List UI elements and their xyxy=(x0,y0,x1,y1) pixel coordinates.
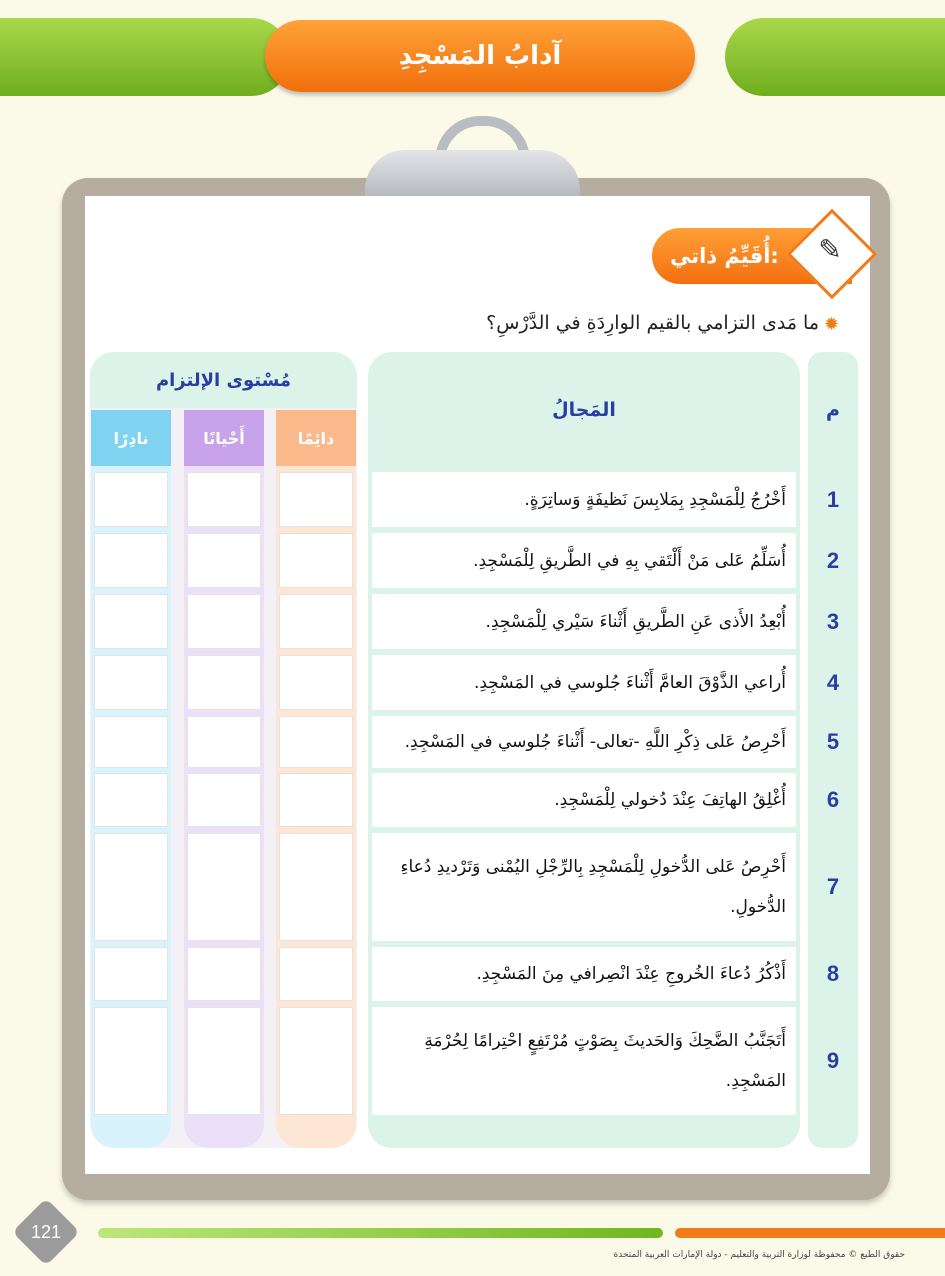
table-row xyxy=(372,947,796,1001)
page-title: آدابُ المَسْجِدِ xyxy=(265,20,695,92)
rating-cell-sometimes[interactable] xyxy=(187,655,261,710)
row-number: 6 xyxy=(826,787,840,812)
rating-cell-rarely[interactable] xyxy=(94,655,168,710)
rating-cell-rarely[interactable] xyxy=(94,716,168,768)
table-row xyxy=(372,716,796,768)
row-text: أَخْرُجُ لِلْمَسْجِدِ بِمَلابِسَ نَظيفَةٍ وَساتِرَةٍ. xyxy=(524,489,786,510)
rating-cell-always[interactable] xyxy=(279,716,353,768)
number-header: م xyxy=(826,398,840,421)
rating-cell-rarely[interactable] xyxy=(94,594,168,649)
page-number: 121 xyxy=(30,1221,62,1242)
row-number: 5 xyxy=(826,729,840,754)
rating-cell-always[interactable] xyxy=(279,655,353,710)
rating-cell-always[interactable] xyxy=(279,1007,353,1115)
rating-cell-sometimes[interactable] xyxy=(187,472,261,527)
row-text: أُسَلِّمُ عَلى مَنْ أَلْتَقي بِهِ في الطَّريقِ لِلْمَسْجِدِ. xyxy=(473,550,786,571)
header-banner-left xyxy=(0,18,290,96)
row-number: 1 xyxy=(826,486,840,512)
rating-cell-rarely[interactable] xyxy=(94,1007,168,1115)
commitment-level-header: مُسْتوى الإلتزام xyxy=(90,352,357,408)
footer-bar-orange xyxy=(675,1228,945,1238)
table-row xyxy=(372,472,796,527)
rating-cell-sometimes[interactable] xyxy=(187,773,261,827)
question-text: ما مَدى التزامي بالقيم الوارِدَةِ في الدَّرْسِ؟ xyxy=(486,312,819,334)
rating-cell-always[interactable] xyxy=(279,533,353,588)
level-header-1: دائِمًا xyxy=(276,410,356,466)
rating-cell-always[interactable] xyxy=(279,833,353,941)
row-text: أُبْعِدُ الأَذى عَنِ الطَّريقِ أَثْناءَ سَيْري لِلْمَسْجِدِ. xyxy=(485,611,786,632)
table-row xyxy=(372,655,796,710)
row-text: أَحْرِصُ عَلى ذِكْرِ اللَّهِ -تعالى- أَثْناءَ جُلوسي في المَسْجِدِ. xyxy=(404,732,786,752)
rating-cell-sometimes[interactable] xyxy=(187,533,261,588)
table-row xyxy=(372,594,796,649)
rating-cell-sometimes[interactable] xyxy=(187,716,261,768)
self-eval-label: أُقَيِّمُ ذاتي: xyxy=(652,228,852,284)
rating-cell-always[interactable] xyxy=(279,773,353,827)
table-row xyxy=(372,1007,796,1115)
row-text: أَتَجَنَّبُ الضَّحِكَ وَالحَديثَ بِصَوْتٍ مُرْتَفِعٍ احْتِرامًا لِحُرْمَةِ المَسْجِدِ. xyxy=(424,1031,786,1091)
row-text: أَحْرِصُ عَلى الدُّخولِ لِلْمَسْجِدِ بِالرِّجْلِ اليُمْنى وَتَرْديدِ دُعاءِ الدُّخولِ. xyxy=(400,857,786,917)
pen-writing-icon: ✎ xyxy=(818,233,842,266)
rating-cell-sometimes[interactable] xyxy=(187,1007,261,1115)
rating-cell-always[interactable] xyxy=(279,594,353,649)
row-number: 9 xyxy=(826,1048,840,1073)
level-header-3: نادِرًا xyxy=(91,410,171,466)
rating-cell-sometimes[interactable] xyxy=(187,947,261,1001)
rating-cell-rarely[interactable] xyxy=(94,533,168,588)
bullet-star-icon: ✹ xyxy=(824,314,840,335)
copyright-notice: حقوق الطبع © محفوظة لوزارة التربية والتعليم - دولة الإمارات العربية المتحدة xyxy=(613,1250,905,1260)
rating-cell-always[interactable] xyxy=(279,947,353,1001)
row-number: 4 xyxy=(826,669,840,695)
rating-cell-rarely[interactable] xyxy=(94,773,168,827)
header-banner-right xyxy=(725,18,945,96)
row-number: 7 xyxy=(826,874,840,899)
table-row xyxy=(372,773,796,827)
table-row xyxy=(372,833,796,941)
rating-cell-always[interactable] xyxy=(279,472,353,527)
row-number: 8 xyxy=(826,961,840,986)
rating-cell-rarely[interactable] xyxy=(94,947,168,1001)
level-header-2: أَحْيانًا xyxy=(184,410,264,466)
footer-bar-green xyxy=(98,1228,663,1238)
rating-cell-rarely[interactable] xyxy=(94,833,168,941)
table-row xyxy=(372,533,796,588)
row-text: أُراعي الذَّوْقَ العامَّ أَثْناءَ جُلوسي في المَسْجِدِ. xyxy=(473,672,786,693)
row-number: 2 xyxy=(826,547,840,573)
domain-header: المَجالُ xyxy=(552,398,616,421)
rating-cell-rarely[interactable] xyxy=(94,472,168,527)
row-text: أُغْلِقُ الهاتِفَ عِنْدَ دُخولي لِلْمَسْجِدِ. xyxy=(554,790,786,810)
rating-cell-sometimes[interactable] xyxy=(187,833,261,941)
rating-cell-sometimes[interactable] xyxy=(187,594,261,649)
row-number: 3 xyxy=(826,608,840,634)
row-text: أَذْكُرُ دُعاءَ الخُروجِ عِنْدَ انْصِرافي مِنَ المَسْجِدِ. xyxy=(476,964,786,984)
